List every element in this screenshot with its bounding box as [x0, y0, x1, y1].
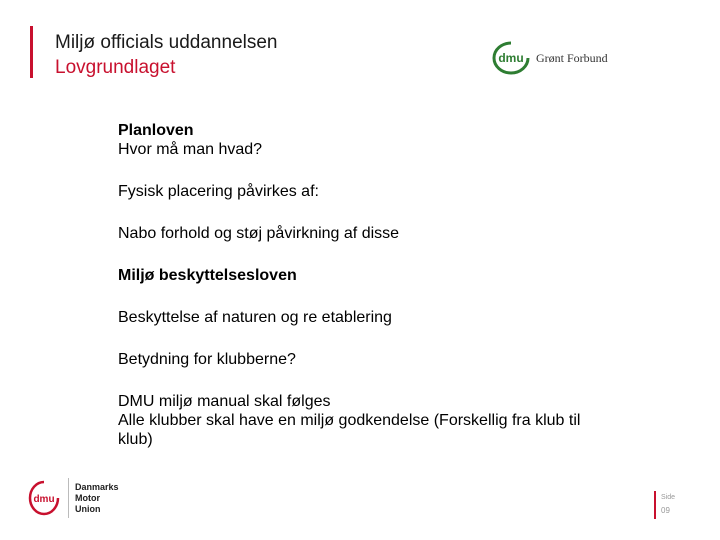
content-block: [118, 392, 598, 449]
text-line: DMU miljø manual skal følges: [118, 393, 331, 410]
title-accent-bar: [30, 26, 33, 78]
danmarks-motor-union-logo: [26, 478, 119, 518]
heading-planloven: Planloven: [118, 122, 194, 139]
dmu-logo-icon: [490, 40, 532, 76]
dmu-logo-icon: [26, 478, 62, 518]
text-line: Fysisk placering påvirkes af:: [118, 183, 319, 200]
slide-content: [118, 121, 598, 472]
text-line: Beskyttelse af naturen og re etablering: [118, 309, 392, 326]
brand-text: Grønt Forbund: [536, 50, 608, 65]
content-block: [118, 182, 598, 201]
content-block: [118, 308, 598, 327]
heading-miljoe: Miljø beskyttelsesloven: [118, 267, 297, 284]
text-line: Betydning for klubberne?: [118, 351, 296, 368]
page-title: Miljø officials uddannelsen: [55, 32, 278, 53]
logo-name-line: Union: [75, 503, 101, 514]
text-line: Nabo forhold og støj påvirkning af disse: [118, 225, 400, 242]
svg-text:dmu: dmu: [33, 494, 55, 505]
content-block-planloven: [118, 121, 598, 159]
gront-forbund-logo: [490, 40, 608, 76]
svg-text:dmu: dmu: [498, 51, 524, 65]
logo-name-line: Motor: [75, 492, 100, 503]
slide-label: Side: [661, 494, 676, 501]
text-line: Hvor må man hvad?: [118, 141, 263, 158]
page-subtitle: Lovgrundlaget: [55, 57, 176, 78]
slide-number-bar: [654, 491, 656, 519]
content-block: [118, 224, 598, 243]
text-line: Alle klubber skal have en miljø godkendelse (Forskellig fra klub til klub): [118, 412, 581, 448]
logo-name: [75, 482, 119, 515]
logo-divider: [68, 478, 69, 518]
logo-name-line: Danmarks: [75, 481, 119, 492]
content-block: [118, 350, 598, 369]
slide-number: 09: [661, 506, 670, 515]
content-block: [118, 266, 598, 285]
